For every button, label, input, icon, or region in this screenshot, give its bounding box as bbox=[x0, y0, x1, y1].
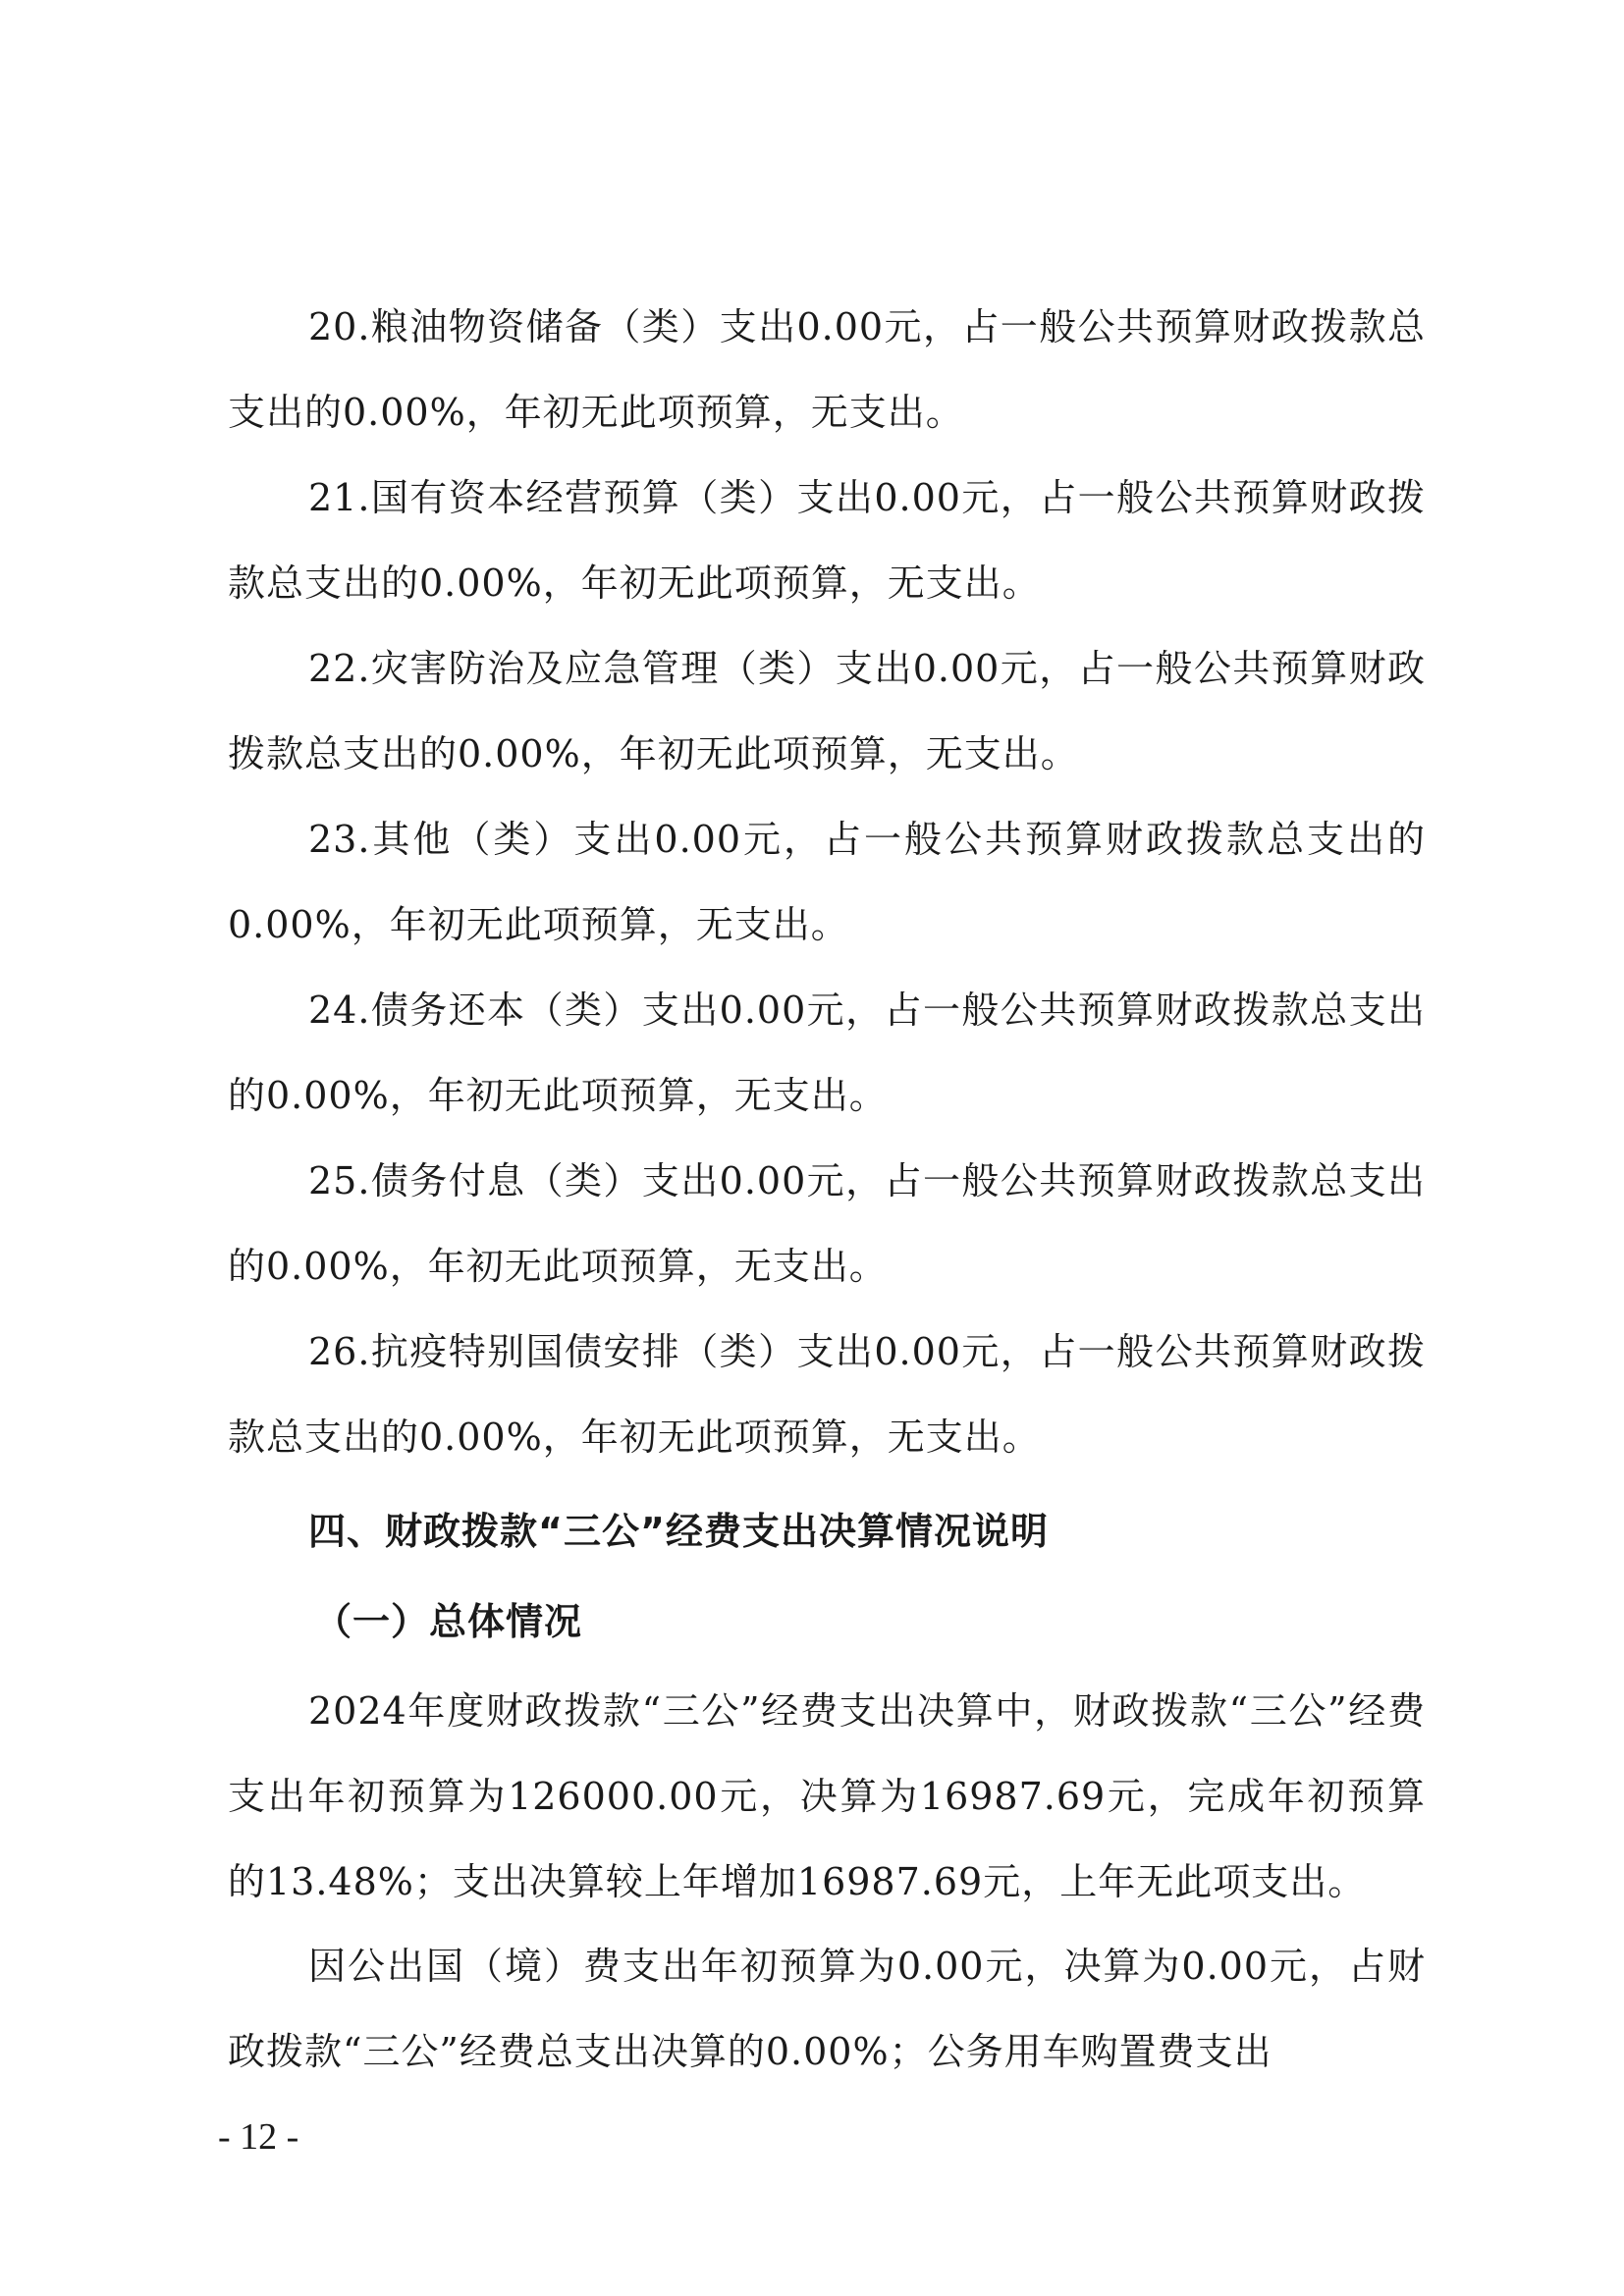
paragraph-item-25: 25.债务付息（类）支出0.00元，占一般公共预算财政拨款总支出的0.00%，年初无此项预算，无支出。 bbox=[228, 1159, 1426, 1288]
paragraph-item-22: 22.灾害防治及应急管理（类）支出0.00元，占一般公共预算财政拨款总支出的0.00%，年初无此项预算，无支出。 bbox=[228, 647, 1426, 775]
section-heading: 四、财政拨款“三公”经费支出决算情况说明 bbox=[308, 1510, 1049, 1553]
paragraph-item-20: 20.粮油物资储备（类）支出0.00元，占一般公共预算财政拨款总支出的0.00%，年初无此项预算，无支出。 bbox=[228, 305, 1426, 434]
paragraph-item-21: 21.国有资本经营预算（类）支出0.00元，占一般公共预算财政拨款总支出的0.00%，年初无此项预算，无支出。 bbox=[228, 476, 1426, 605]
page-number: - 12 - bbox=[218, 2116, 299, 2158]
paragraph-item-23: 23.其他（类）支出0.00元，占一般公共预算财政拨款总支出的0.00%，年初无此项预算，无支出。 bbox=[228, 818, 1426, 946]
paragraph-item-24: 24.债务还本（类）支出0.00元，占一般公共预算财政拨款总支出的0.00%，年初无此项预算，无支出。 bbox=[228, 988, 1426, 1117]
summary-paragraph-overseas: 因公出国（境）费支出年初预算为0.00元，决算为0.00元，占财政拨款“三公”经费总支出决算的0.00%；公务用车购置费支出 bbox=[228, 1945, 1426, 2073]
summary-paragraph-total: 2024年度财政拨款“三公”经费支出决算中，财政拨款“三公”经费支出年初预算为126000.00元，决算为16987.69元，完成年初预算的13.48%；支出决算较上年增加16987.69元，上年无此项支出。 bbox=[228, 1689, 1426, 1903]
sub-heading: （一）总体情况 bbox=[314, 1599, 583, 1643]
paragraph-item-26: 26.抗疫特别国债安排（类）支出0.00元，占一般公共预算财政拨款总支出的0.00%，年初无此项预算，无支出。 bbox=[228, 1330, 1426, 1459]
